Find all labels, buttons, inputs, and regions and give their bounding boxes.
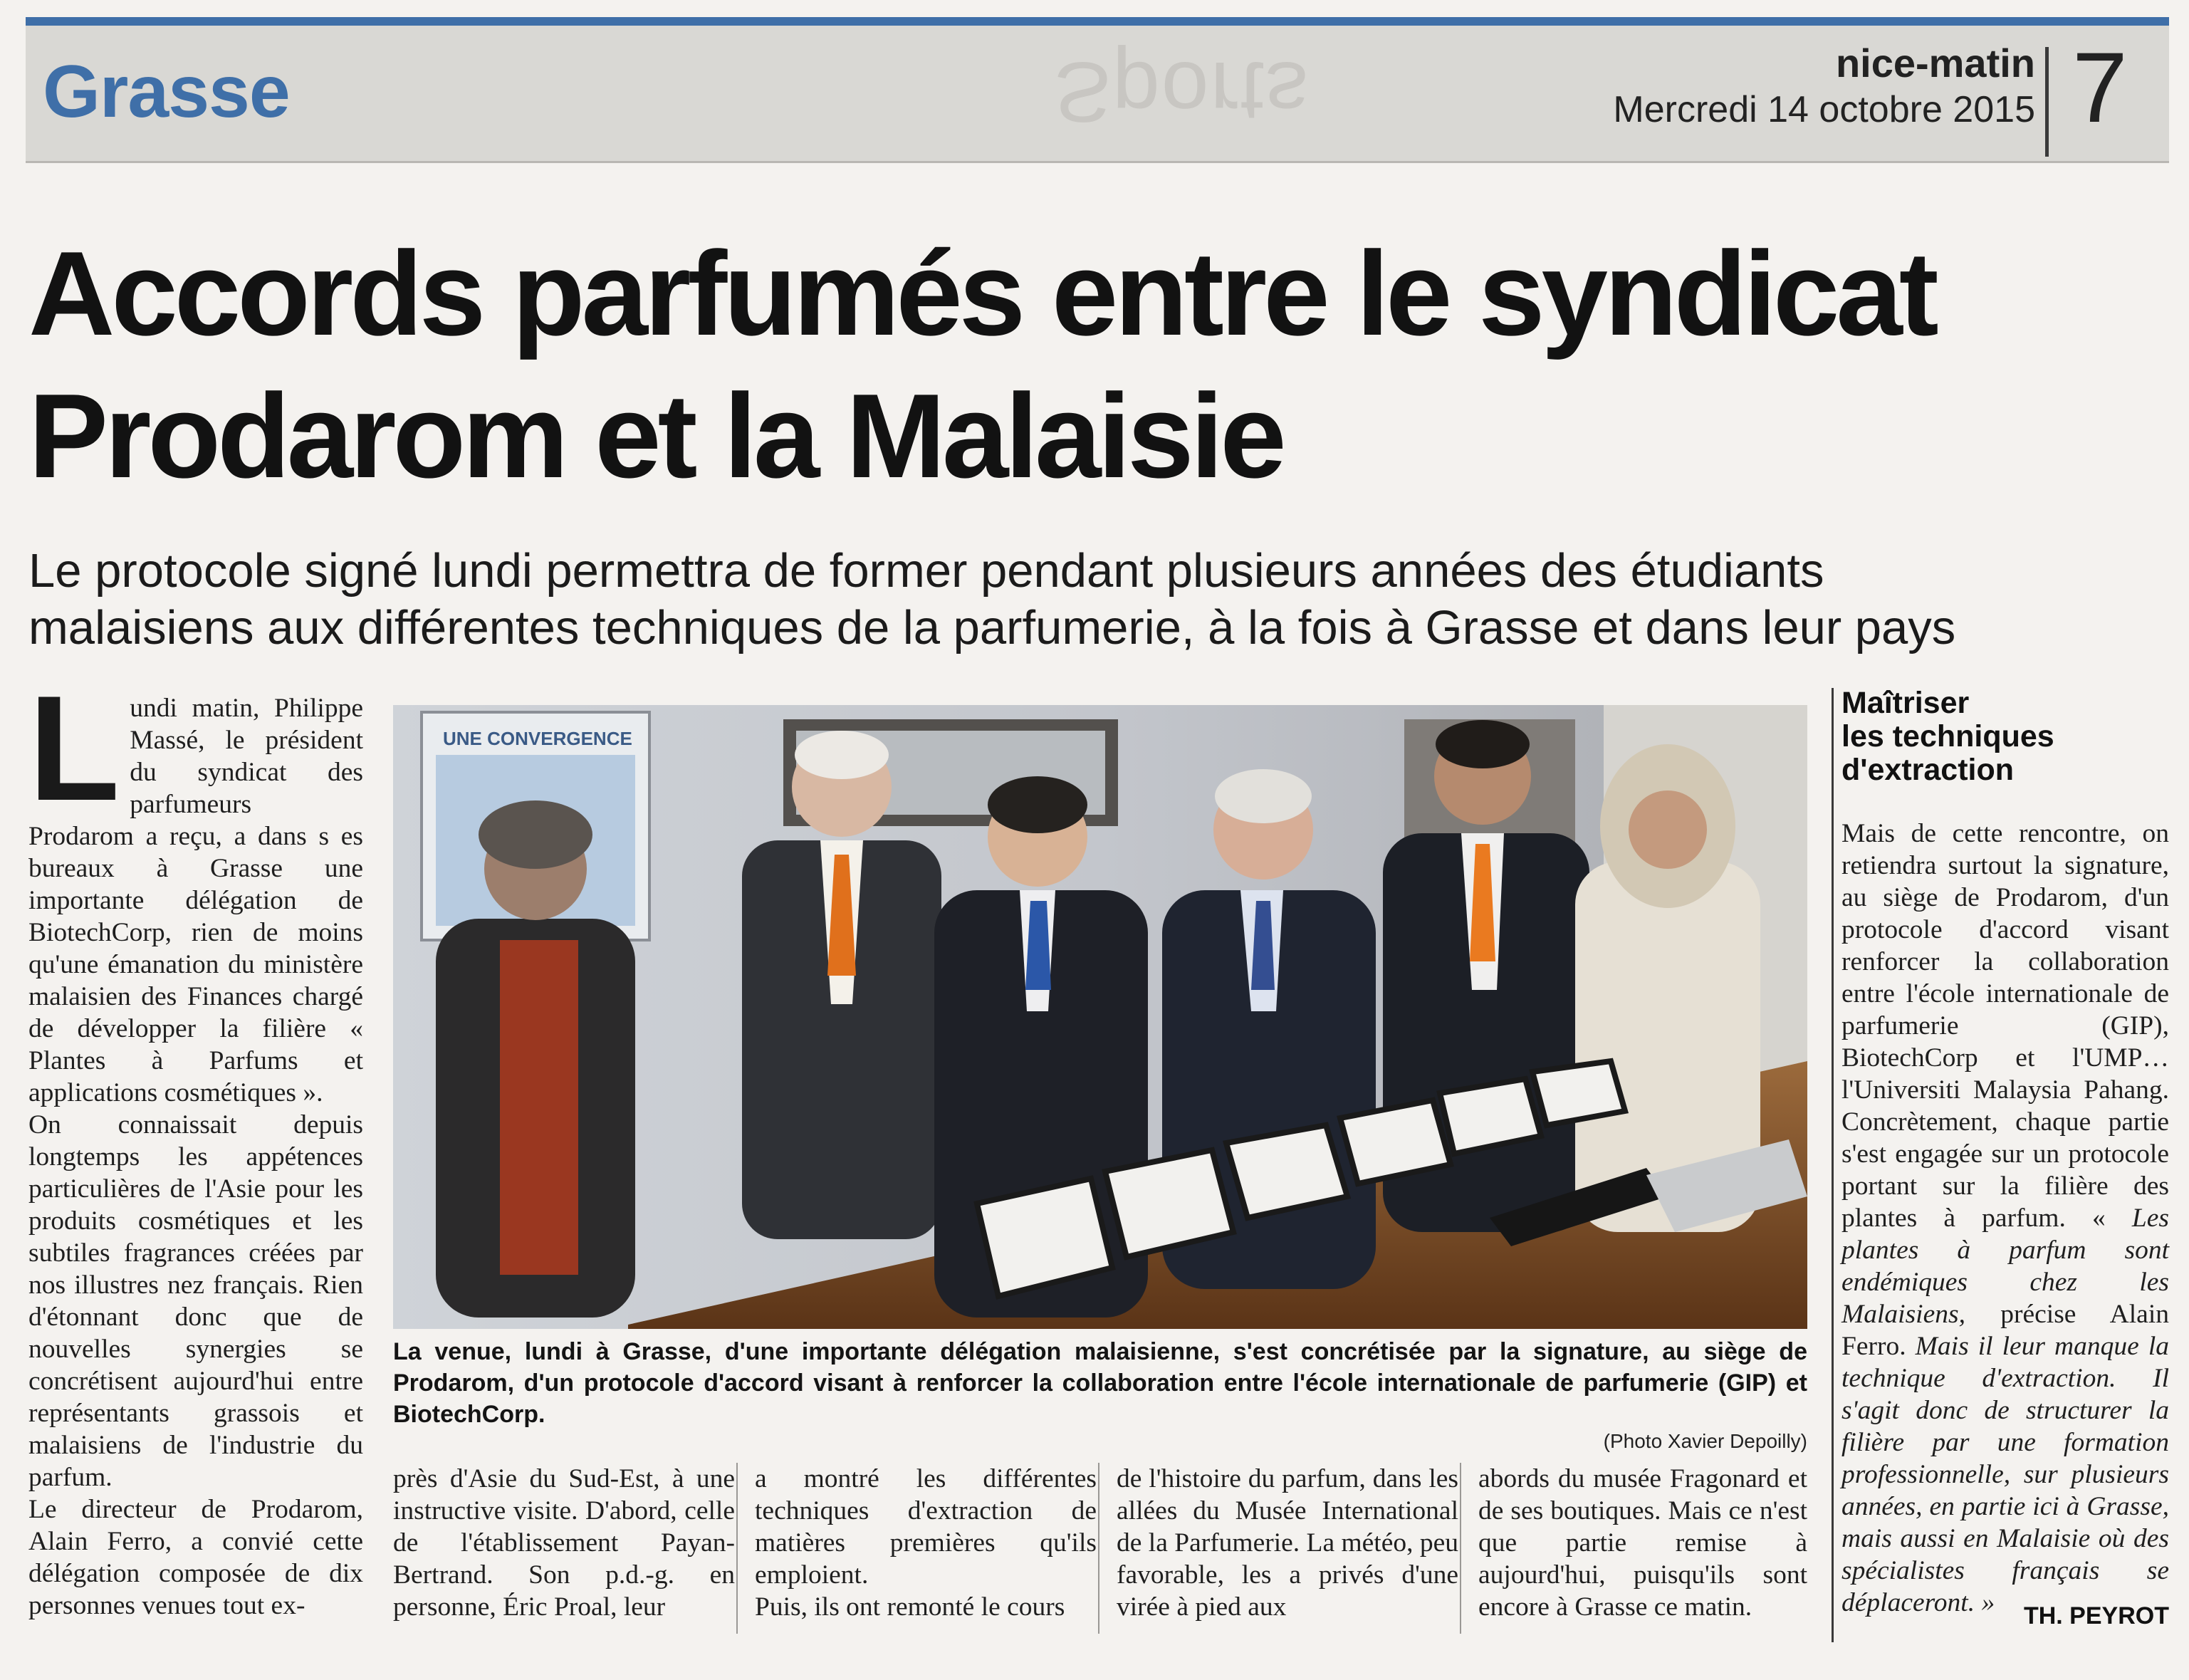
subtitle [28,543,2165,657]
sidebar-heading [1841,687,2155,787]
sidebar-quote-2: Mais il leur manque la technique d'extraction. Il s'agit donc de structurer la filière par une formation professionnelle, sur plusieurs années, en partie ici à Grasse, mais aussi en Malaisie où des spécialistes français se déplaceront. » [1841,1332,2169,1617]
subtitle-line-1: Le protocole signé lundi permettra de former pendant plusieurs années des étudiants [28,544,1824,598]
column-3-text-b: Puis, ils ont remonté le cours [755,1592,1065,1622]
article-column-2 [393,1463,735,1641]
section-title: Grasse [43,51,290,133]
newspaper-name: nice-matin [1835,41,2035,85]
poster-text: UNE CONVERGENCE [443,728,632,749]
paragraph-1: undi matin, Philippe Massé, le président du syndicat des parfumeurs Prodarom a reçu, a dans s es bureaux à Grasse une importante délégation de BiotechCorp, rien de moins qu'une émanation du ministère malaisien des Finances chargé de développer la filière « Plantes à Parfums et applications cosmétiques ». [28,694,363,1107]
article-column-3 [755,1463,1097,1641]
drop-cap: L [28,692,120,832]
column-divider [736,1463,738,1634]
column-3-text: a montré les différentes techniques d'extraction de matières premières qu'ils emploient. [755,1464,1097,1590]
column-4-text: de l'histoire du parfum, dans les allées du Musée International de la Parfumerie. La météo, peu favorable, les a privés d'une virée à pied aux [1117,1464,1458,1622]
headline-line-1: Accords parfumés entre le syndicat [28,226,1935,360]
headline [28,222,2165,507]
paragraph-2: On connaissait depuis longtemps les appétences particulières de l'Asie pour les produits cosmétiques et les subtiles fragrances créées par nos illustres nez français. Rien d'étonnant donc que de nouvelles synergies se concrétisent aujourd'hui entre représentants grassois et malaisiens de l'industrie du parfum. [28,1110,363,1492]
subtitle-line-2: malaisiens aux différentes techniques de la parfumerie, à la fois à Grasse et dans leur pays [28,601,1956,654]
article-column-1 [28,692,363,1632]
bleed-through-text: Sports [1054,44,1310,140]
author-signature: TH. PEYROT [2023,1602,2169,1629]
sidebar-quote-1: Les plantes à parfum sont endémiques chez les Malaisiens, [1841,1204,2169,1329]
sidebar-heading-line-3: d'extraction [1841,753,2015,787]
column-2-text: près d'Asie du Sud-Est, à une instructive visite. D'abord, celle de l'établissement Payan-Bertrand. Son p.d.-g. en personne, Éric Proal, leur [393,1464,735,1622]
article-photo [393,705,1807,1329]
photo-credit: (Photo Xavier Depoilly) [1603,1430,1807,1452]
column-divider [1460,1463,1461,1634]
sidebar-text-b: précise Alain Ferro. [1841,1300,2169,1361]
column-5-text: abords du musée Fragonard et de ses boutiques. Mais ce n'est que partie remise à aujourd'hui, puisqu'ils sont encore à Grasse ce matin. [1478,1464,1807,1622]
header-top-rule [26,17,2169,26]
sidebar-heading-line-1: Maîtriser [1841,686,1970,720]
page-number: 7 [2072,31,2128,143]
sidebar-heading-line-2: les techniques [1841,719,2054,753]
sidebar-paragraph [1841,818,2169,1619]
article-column-5 [1478,1463,1807,1641]
article-column-4 [1117,1463,1458,1641]
sidebar-text-a: Mais de cette rencontre, on retiendra surtout la signature, au siège de Prodarom, d'un protocole d'accord visant renforcer la collaboration entre l'école internationale de parfumerie (GIP), BiotechCorp et l'UMP… l'Universiti Malaysia Pahang. Concrètement, chaque partie s'est engagée sur un protocole portant sur la filière des plantes à parfum. « [1841,819,2169,1233]
headline-line-2: Prodarom et la Malaisie [28,369,1283,503]
sidebar-divider [1832,688,1834,1642]
header-divider [2045,47,2049,157]
paragraph-3: Le directeur de Prodarom, Alain Ferro, a convié cette délégation composée de dix personnes venues tout ex- [28,1495,363,1620]
photo-illustration [393,705,1807,1329]
photo-caption: La venue, lundi à Grasse, d'une importante délégation malaisienne, s'est concrétisée par la signature, au siège de Prodarom, d'un protocole d'accord visant à renforcer la collaboration entre l'école internationale de parfumerie (GIP) et BiotechCorp. [393,1338,1807,1428]
issue-date: Mercredi 14 octobre 2015 [1613,89,2035,130]
sidebar-text [1841,818,2169,1619]
column-divider [1098,1463,1099,1634]
